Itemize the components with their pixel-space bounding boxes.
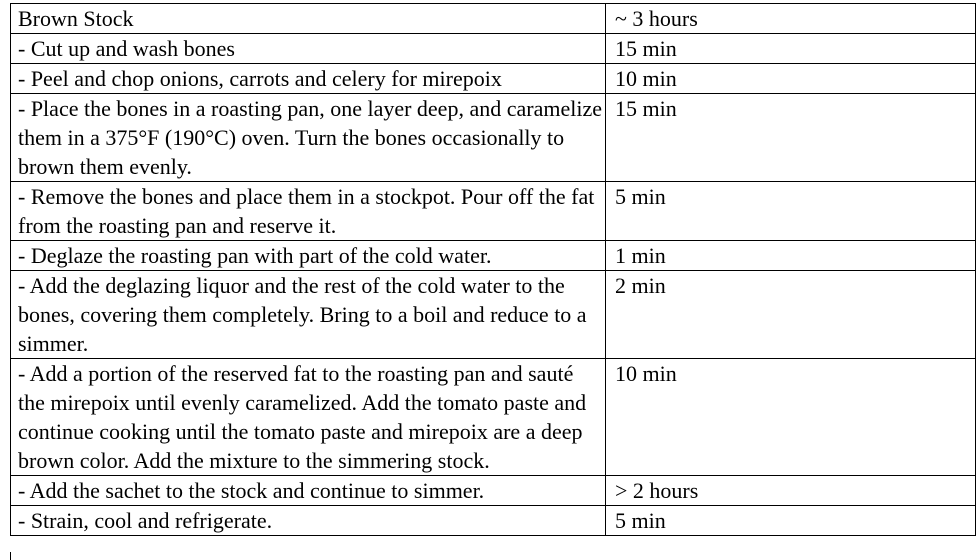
step-task-cell: - Cut up and wash bones <box>11 34 606 64</box>
table-row <box>11 64 976 94</box>
step-time-cell: 5 min <box>606 506 976 536</box>
step-time-cell: > 2 hours <box>606 476 976 506</box>
table-row <box>11 271 976 359</box>
step-task-cell: - Place the bones in a roasting pan, one layer deep, and caramelize them in a 375°F (190°C) oven. Turn the bones occasionally to brown them evenly. <box>11 94 606 182</box>
step-time-cell: 10 min <box>606 64 976 94</box>
step-time-cell: 10 min <box>606 359 976 476</box>
table-row <box>11 94 976 182</box>
recipe-table-container <box>10 3 975 536</box>
step-time-cell: 1 min <box>606 241 976 271</box>
table-row <box>11 359 976 476</box>
step-task-cell: - Peel and chop onions, carrots and celery for mirepoix <box>11 64 606 94</box>
brown-stock-timing-table <box>10 3 976 536</box>
step-time-cell: 5 min <box>606 182 976 241</box>
step-task-cell: - Remove the bones and place them in a stockpot. Pour off the fat from the roasting pan and reserve it. <box>11 182 606 241</box>
step-task-cell: - Add the sachet to the stock and continue to simmer. <box>11 476 606 506</box>
table-row <box>11 182 976 241</box>
step-task-cell: - Strain, cool and refrigerate. <box>11 506 606 536</box>
table-row <box>11 241 976 271</box>
step-time-cell: 15 min <box>606 34 976 64</box>
total-time-cell: ~ 3 hours <box>606 4 976 34</box>
table-row <box>11 506 976 536</box>
step-time-cell: 2 min <box>606 271 976 359</box>
table-header-row <box>11 4 976 34</box>
step-task-cell: - Add a portion of the reserved fat to the roasting pan and sauté the mirepoix until evenly caramelized. Add the tomato paste and continue cooking until the tomato paste and mirepoix are a deep brown color. Add the mixture to the simmering stock. <box>11 359 606 476</box>
step-task-cell: - Add the deglazing liquor and the rest of the cold water to the bones, covering them completely. Bring to a boil and reduce to a simmer. <box>11 271 606 359</box>
table-row <box>11 476 976 506</box>
step-task-cell: - Deglaze the roasting pan with part of the cold water. <box>11 241 606 271</box>
recipe-title-cell: Brown Stock <box>11 4 606 34</box>
step-time-cell: 15 min <box>606 94 976 182</box>
table-border-tail <box>10 552 11 560</box>
table-row <box>11 34 976 64</box>
